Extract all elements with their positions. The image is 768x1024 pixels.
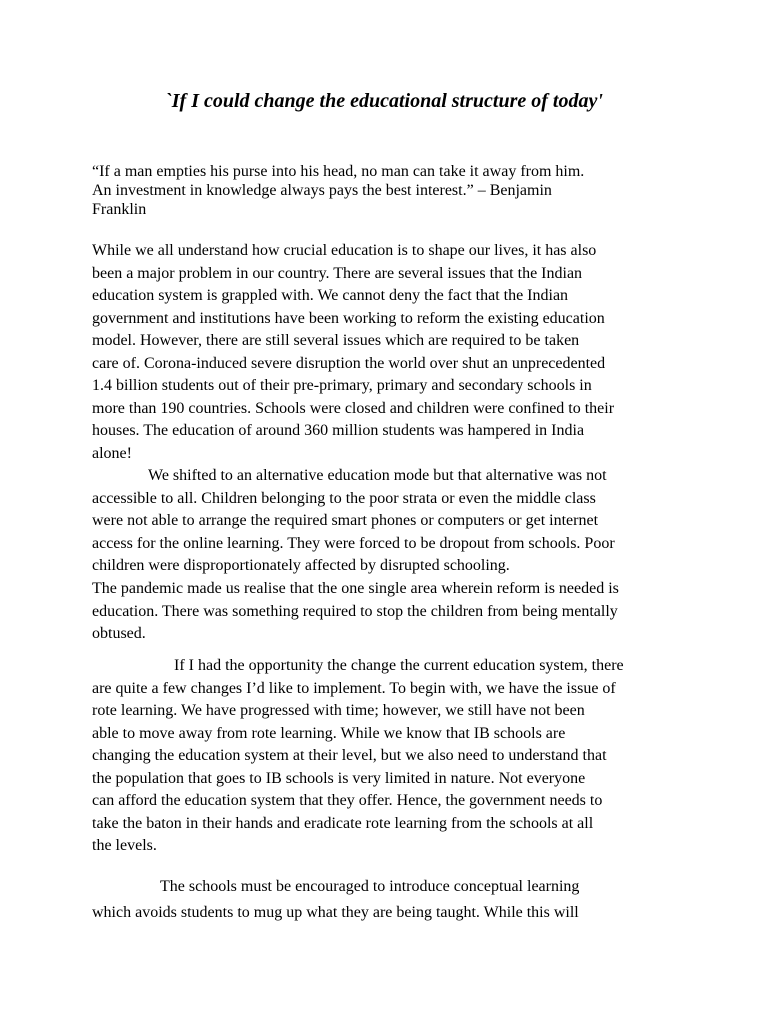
paragraph-line: rote learning. We have progressed with time; however, we still have not been [92, 702, 585, 719]
paragraph-3 [92, 578, 692, 646]
paragraph-line: more than 190 countries. Schools were closed and children were confined to their [92, 399, 615, 417]
paragraph-line: obtused. [92, 625, 146, 642]
paragraph-line: can afford the education system that they offer. Hence, the government needs to [92, 792, 603, 809]
quote-line: An investment in knowledge always pays the best interest.” – Benjamin [92, 182, 552, 199]
paragraph-line: access for the online learning. They were forced to be dropout from schools. Poor [92, 534, 615, 552]
paragraph-line: were not able to arrange the required smart phones or computers or get internet [92, 512, 599, 529]
paragraph-line: education. There was something required to stop the children from being mentally [92, 602, 618, 620]
paragraph-line: accessible to all. Children belonging to the poor strata or even the middle class [92, 489, 596, 507]
paragraph-line: are quite a few changes I’d like to implement. To begin with, we have the issue of [92, 679, 616, 697]
paragraph-line: children were disproportionately affected by disrupted schooling. [92, 557, 510, 574]
epigraph-quote [92, 162, 692, 219]
document-title: `If I could change the educational structure of today' [165, 90, 603, 112]
paragraph-line: government and institutions have been working to reform the existing education [92, 309, 605, 327]
quote-line: “If a man empties his purse into his head, no man can take it away from him. [92, 163, 585, 180]
paragraph-line: 1.4 billion students out of their pre-primary, primary and secondary schools in [92, 377, 592, 394]
paragraph-line: The pandemic made us realise that the one single area wherein reform is needed is [92, 580, 619, 597]
paragraph-line: care of. Corona-induced severe disruption the world over shut an unprecedented [92, 354, 606, 372]
paragraph-line: The schools must be encouraged to introduce conceptual learning [160, 878, 580, 895]
paragraph-line: We shifted to an alternative education mode but that alternative was not [148, 467, 607, 484]
paragraph-2 [92, 465, 692, 578]
paragraph-line: take the baton in their hands and eradicate rote learning from the schools at all [92, 814, 594, 832]
quote-line: Franklin [92, 201, 147, 218]
paragraph-line: the levels. [92, 837, 157, 854]
paragraph-line: houses. The education of around 360 million students was hampered in India [92, 422, 585, 439]
paragraph-line: been a major problem in our country. There are several issues that the Indian [92, 264, 583, 282]
paragraph-line: If I had the opportunity the change the current education system, there [174, 657, 624, 674]
paragraph-line: model. However, there are still several issues which are required to be taken [92, 332, 580, 349]
paragraph-line: the population that goes to IB schools is very limited in nature. Not everyone [92, 769, 586, 787]
paragraph-line: education system is grappled with. We cannot deny the fact that the Indian [92, 287, 569, 304]
paragraph-4 [92, 655, 692, 858]
paragraph-line: which avoids students to mug up what they are being taught. While this will [92, 904, 579, 921]
paragraph-line: While we all understand how crucial education is to shape our lives, it has also [92, 242, 597, 259]
paragraph-line: changing the education system at their level, but we also need to understand that [92, 747, 607, 764]
paragraph-line: alone! [92, 444, 132, 462]
paragraph-1 [92, 240, 692, 465]
paragraph-5 [92, 874, 692, 926]
paragraph-line: able to move away from rote learning. While we know that IB schools are [92, 724, 566, 742]
